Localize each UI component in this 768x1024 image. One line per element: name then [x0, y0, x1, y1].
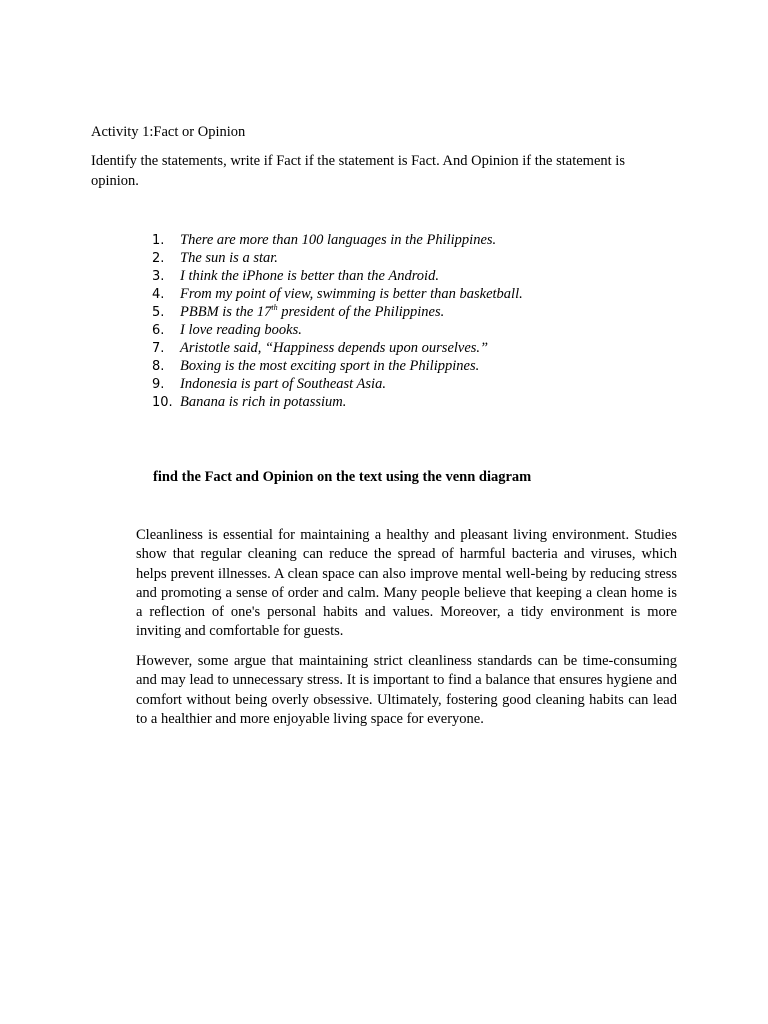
list-item — [140, 357, 523, 375]
list-item-text: Banana is rich in potassium. — [180, 394, 347, 410]
list-item-number: 9. — [152, 377, 165, 392]
list-item — [140, 285, 523, 303]
list-item — [140, 375, 523, 393]
body-paragraph: Cleanliness is essential for maintaining a healthy and pleasant living environment. Studies show that regular cleaning can reduce the spread of harmful bacteria and viruses, which helps prevent illnesses. A clean space can also improve mental well-being by reducing stress and promoting a sense of order and calm. Many people believe that keeping a clean home is a reflection of one's personal habits and values. Moreover, a tidy environment is more inviting and comfortable for guests. — [136, 527, 677, 640]
venn-diagram-heading: find the Fact and Opinion on the text using the venn diagram — [153, 469, 532, 485]
list-item-text-part: president of the Philippines. — [277, 304, 445, 320]
list-item-number: 4. — [152, 287, 165, 302]
list-item-text: Boxing is the most exciting sport in the Philippines. — [180, 358, 480, 374]
body-paragraph: However, some argue that maintaining strict cleanliness standards can be time-consuming and may lead to unnecessary stress. It is important to find a balance that ensures hygiene and comfort without being overly obsessive. Ultimately, fostering good cleaning habits can lead to a healthier and more enjoyable living space for everyone. — [136, 653, 677, 727]
list-item — [140, 339, 523, 357]
list-item — [140, 231, 523, 249]
statement-list — [140, 231, 523, 411]
list-item-text: The sun is a star. — [180, 250, 278, 266]
list-item — [140, 393, 523, 411]
list-item — [140, 267, 523, 285]
list-item-text: There are more than 100 languages in the Philippines. — [180, 232, 497, 248]
list-item-number: 10. — [152, 395, 173, 410]
list-item-text: From my point of view, swimming is better than basketball. — [180, 286, 523, 302]
list-item-number: 2. — [152, 251, 165, 266]
list-item — [140, 321, 523, 339]
list-item-number: 8. — [152, 359, 165, 374]
list-item-number: 7. — [152, 341, 165, 356]
list-item-text: I think the iPhone is better than the Android. — [180, 268, 439, 284]
list-item — [140, 249, 523, 267]
list-item-text: I love reading books. — [180, 322, 302, 338]
list-item-number: 3. — [152, 269, 165, 284]
list-item-text — [180, 303, 444, 321]
list-item-number: 5. — [152, 305, 165, 320]
list-item — [140, 303, 523, 321]
instructions-text: Identify the statements, write if Fact if the statement is Fact. And Opinion if the statement is opinion. — [91, 153, 625, 189]
list-item-text: Indonesia is part of Southeast Asia. — [180, 376, 386, 392]
activity-title: Activity 1:Fact or Opinion — [91, 124, 246, 140]
list-item-text: Aristotle said, “Happiness depends upon ourselves.” — [180, 340, 489, 356]
list-item-number: 6. — [152, 323, 165, 338]
ordinal-superscript: th — [271, 303, 278, 313]
list-item-text-part: PBBM is the 17 — [180, 304, 272, 320]
list-item-number: 1. — [152, 233, 165, 248]
